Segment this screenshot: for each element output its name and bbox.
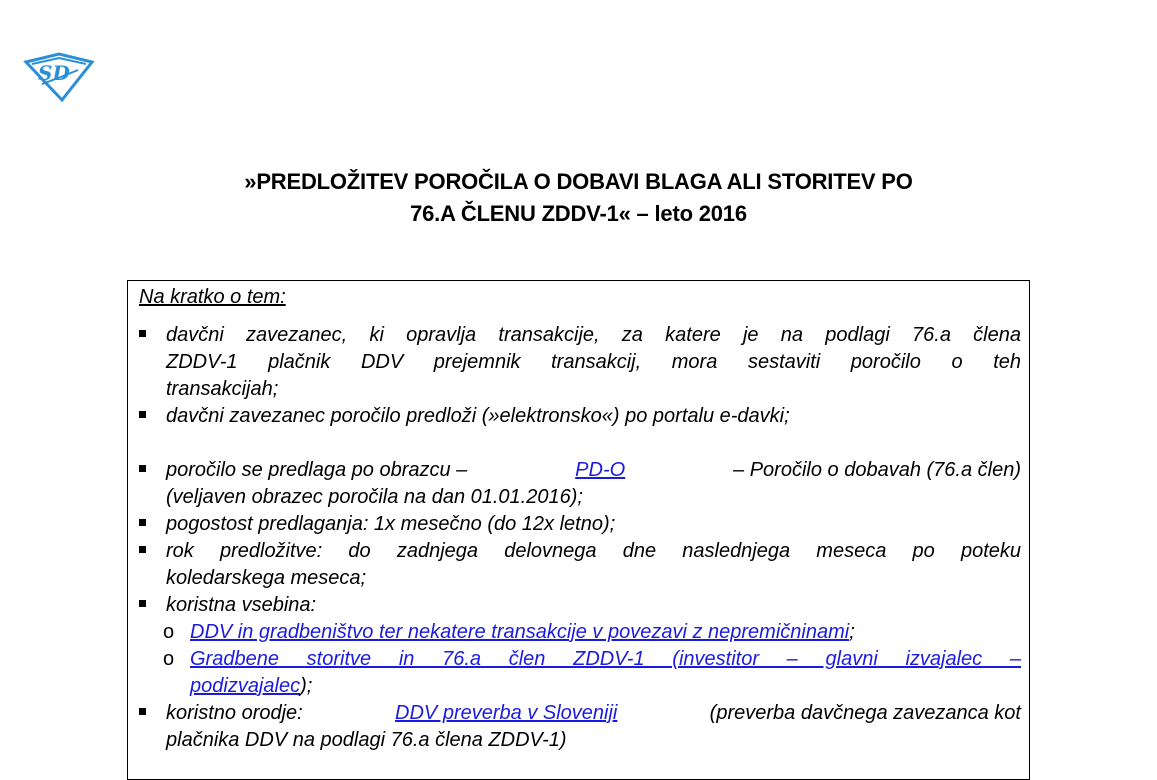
- company-logo: [22, 50, 96, 104]
- vat-check-link[interactable]: DDV preverba v Sloveniji: [395, 702, 618, 724]
- summary-box: [127, 280, 1030, 780]
- page-title: [0, 166, 1157, 230]
- item-text: koristno orodje:: [166, 702, 303, 724]
- item-text: pogostost predlaganja: 1x mesečno (do 12x letno);: [166, 513, 616, 535]
- square-bullet-icon: [139, 600, 146, 607]
- square-bullet-icon: [139, 330, 146, 337]
- construction-vat-link[interactable]: DDV in gradbeništvo ter nekatere transakcije v povezavi z nepremičninami: [190, 621, 850, 643]
- item-text: – Poročilo o dobavah (76.a člen): [733, 459, 1021, 481]
- item-text: koledarskega meseca;: [166, 567, 367, 589]
- item-text: koristna vsebina:: [166, 594, 317, 616]
- square-bullet-icon: [139, 465, 146, 472]
- square-bullet-icon: [139, 411, 146, 418]
- title-line-1: »PREDLOŽITEV POROČILA O DOBAVI BLAGA ALI STORITEV PO: [244, 169, 913, 194]
- construction-services-link[interactable]: Gradbene storitve in 76.a člen ZDDV-1 (investitor – glavni izvajalec –: [190, 648, 1021, 670]
- svg-text:SD: SD: [38, 61, 70, 85]
- item-text: (preverba davčnega zavezanca kot: [709, 702, 1021, 724]
- item-text: poročilo se predlaga po obrazcu –: [166, 459, 468, 481]
- item-text: (veljaven obrazec poročila na dan 01.01.2016);: [166, 486, 583, 508]
- title-line-2: 76.A ČLENU ZDDV-1« – leto 2016: [410, 201, 747, 226]
- item-text: );: [300, 675, 313, 697]
- square-bullet-icon: [139, 519, 146, 526]
- item-text: rok predložitve: do zadnjega delovnega dne naslednjega meseca po poteku: [166, 540, 1021, 562]
- square-bullet-icon: [139, 708, 146, 715]
- square-bullet-icon: [139, 546, 146, 553]
- item-text: ZDDV-1 plačnik DDV prejemnik transakcij, mora sestaviti poročilo o teh: [166, 351, 1021, 373]
- box-heading: Na kratko o tem:: [139, 286, 286, 308]
- circle-bullet-icon: o: [163, 648, 175, 670]
- item-text: davčni zavezanec poročilo predloži (»elektronsko«) po portalu e-davki;: [166, 405, 790, 427]
- circle-bullet-icon: o: [163, 621, 175, 643]
- item-text: plačnika DDV na podlagi 76.a člena ZDDV-1): [166, 729, 567, 751]
- item-text: transakcijah;: [166, 378, 279, 400]
- construction-services-link-cont[interactable]: podizvajalec: [190, 675, 301, 697]
- item-text: davčni zavezanec, ki opravlja transakcije, za katere je na podlagi 76.a člena: [166, 324, 1021, 346]
- pd-o-form-link[interactable]: PD-O: [575, 459, 626, 481]
- item-text: ;: [849, 621, 855, 643]
